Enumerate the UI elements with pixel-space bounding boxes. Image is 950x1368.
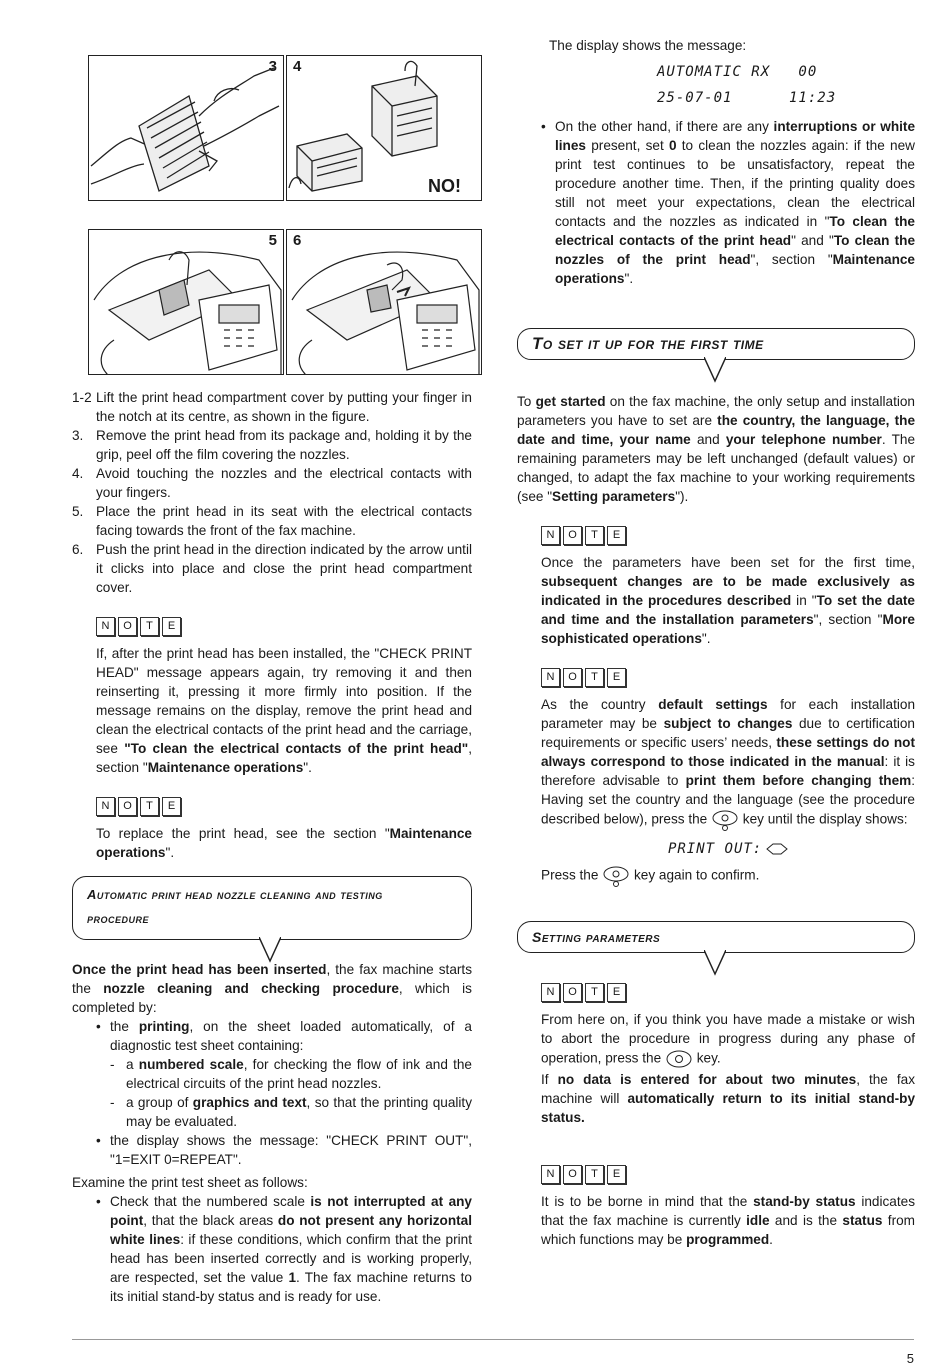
interrupt-bullets	[517, 117, 915, 288]
note-text: If no data is entered for about two minutes, the fax machine will automatically return to its initial stand-by status.	[541, 1072, 916, 1125]
step-item: 4. Avoid touching the nozzles and the electrical contacts with your fingers.	[72, 466, 472, 500]
close-cover-illustration	[287, 230, 482, 375]
note-text: From here on, if you think you have made a mistake or wish to abort the procedure in progress during any phase of operation, press the key.	[541, 1010, 915, 1070]
note-block	[72, 797, 472, 862]
note-badge: N O T E	[541, 983, 915, 1002]
step-item: 1-2 Lift the print head compartment cover by putting your finger in the notch at its centre, as shown in the figure.	[72, 390, 472, 424]
lcd-line: AUTOMATIC RX 00	[657, 64, 818, 80]
dash-item: - a numbered scale, for checking the flow of ink and the electrical circuits of the print head nozzles.	[110, 1055, 472, 1093]
arrow-selector-icon	[766, 843, 788, 855]
print-head-wrong-handling-illustration	[287, 56, 482, 201]
lcd-line: PRINT OUT:	[667, 841, 763, 857]
note-badge: N O T E	[541, 1165, 915, 1184]
callout-tail	[704, 357, 726, 383]
page-number: 5	[906, 1351, 914, 1366]
figure-4	[286, 55, 482, 201]
section-heading-auto-cleaning	[72, 876, 472, 940]
no-label: NO!	[428, 176, 461, 196]
figure-number: 4	[293, 58, 302, 75]
note-block	[72, 617, 472, 777]
examine-lead: Examine the print test sheet as follows:	[72, 1175, 308, 1190]
step-item: 5. Place the print head in its seat with the electrical contacts facing towards the front of the fax machine.	[72, 504, 472, 538]
bullet-item: • On the other hand, if there are any interruptions or white lines present, set 0 to clean the nozzles again: if the new print test continues to be unsatisfactory, repeat the procedure another time. Then, if the printing quality does still not meet your expectations, clean the electrical contacts and the nozzles as indicated in "To clean the electrical contacts of the print head" and "To clean the nozzles of the print head", section "Maintenance operations".	[541, 117, 915, 288]
stop-key-icon	[665, 1048, 693, 1070]
note-block	[517, 668, 915, 887]
figure-number: 6	[293, 232, 302, 249]
auto-bullets	[72, 1017, 472, 1169]
examine-bullets	[72, 1192, 472, 1306]
section-heading-first-setup	[517, 328, 915, 360]
note-text: As the country default settings for each installation parameter may be subject to changes due to certification requirements or specific users’ needs, these settings do not always correspond to those indicated in the manual: it is therefore advisable to print them before changing them: Having set the country and the language (see the procedure described below), press the key until the display shows:	[541, 695, 915, 831]
setup-paragraph: To get started on the fax machine, the only setup and installation parameters you have to set are the country, the language, the date and time, your name and your telephone number. The remaining parameters may be left unchanged (default values) or changed, to adapt the fax machine to your working requirements (see "Setting parameters").	[517, 394, 916, 504]
insert-print-head-illustration	[89, 230, 284, 375]
section-title: Automatic print head nozzle cleaning and testing procedure	[87, 887, 383, 926]
note-block	[517, 1165, 915, 1249]
left-column	[72, 50, 472, 1306]
step-item: 6. Push the print head in the direction indicated by the arrow until it clicks into place and close the print head compartment cover.	[72, 542, 472, 595]
lcd-line: 25-07-01 11:23	[657, 90, 837, 106]
note-block	[517, 526, 915, 648]
callout-tail	[704, 950, 726, 976]
note-badge: N O T E	[541, 668, 915, 687]
bullet-item: • Check that the numbered scale is not interrupted at any point, that the black areas do not present any horizontal white lines: if these conditions, which confirm that the print head has been inserted correctly and is working properly, are respected, set the value 1. The fax machine returns to its initial stand-by status and is ready for use.	[96, 1192, 472, 1306]
installation-steps	[72, 388, 472, 597]
confirm-text: Press the key again to confirm.	[541, 865, 915, 887]
figure-3	[88, 55, 284, 201]
menu-key-icon	[711, 809, 739, 831]
figure-number: 3	[268, 58, 277, 75]
note-text: Once the parameters have been set for the first time, subsequent changes are to be made exclusively as indicated in the procedures described in "To set the date and time and the installation parameters", section "More sophisticated operations".	[541, 555, 915, 646]
dash-item: - a group of graphics and text, so that the printing quality may be evaluated.	[110, 1093, 472, 1131]
section-title: Setting parameters	[532, 929, 661, 945]
display-lead: The display shows the message:	[549, 38, 747, 53]
note-text: To replace the print head, see the section "Maintenance operations".	[96, 826, 472, 860]
print-head-film-illustration	[89, 56, 284, 201]
auto-intro: Once the print head has been inserted, the fax machine starts the nozzle cleaning and checking procedure, which is completed by:	[72, 962, 472, 1015]
note-text: It is to be borne in mind that the stand-by status indicates that the fax machine is currently idle and is the status from which functions may be programmed.	[541, 1194, 915, 1247]
display-message	[517, 59, 915, 111]
note-badge: N O T E	[541, 526, 915, 545]
note-text: If, after the print head has been installed, the "CHECK PRINT HEAD" message appears again, try removing it and then reinserting it, pressing it more firmly into position. If the message remains on the display, remove the print head and clean the electrical contacts of the print head and the carriage, see "To clean the electrical contacts of the print head", section "Maintenance operations".	[96, 646, 472, 775]
step-item: 3. Remove the print head from its package and, holding it by the grip, peel off the film covering the nozzles.	[72, 428, 472, 462]
callout-tail	[259, 937, 281, 963]
figure-6	[286, 229, 482, 375]
figure-5	[88, 229, 284, 375]
menu-key-icon	[602, 865, 630, 887]
section-title: To set it up for the first time	[532, 334, 764, 353]
figure-number: 5	[268, 232, 277, 249]
print-out-display	[541, 839, 915, 859]
right-column	[517, 36, 915, 1249]
figure-grid	[72, 50, 472, 350]
section-heading-setting-parameters	[517, 921, 915, 953]
footer-divider	[72, 1339, 914, 1340]
note-badge: N O T E	[96, 617, 472, 636]
bullet-item: • the display shows the message: "CHECK PRINT OUT", "1=EXIT 0=REPEAT".	[96, 1131, 472, 1169]
note-block	[517, 983, 915, 1127]
note-badge: N O T E	[96, 797, 472, 816]
bullet-item: • the printing, on the sheet loaded automatically, of a diagnostic test sheet containing:	[96, 1017, 472, 1055]
